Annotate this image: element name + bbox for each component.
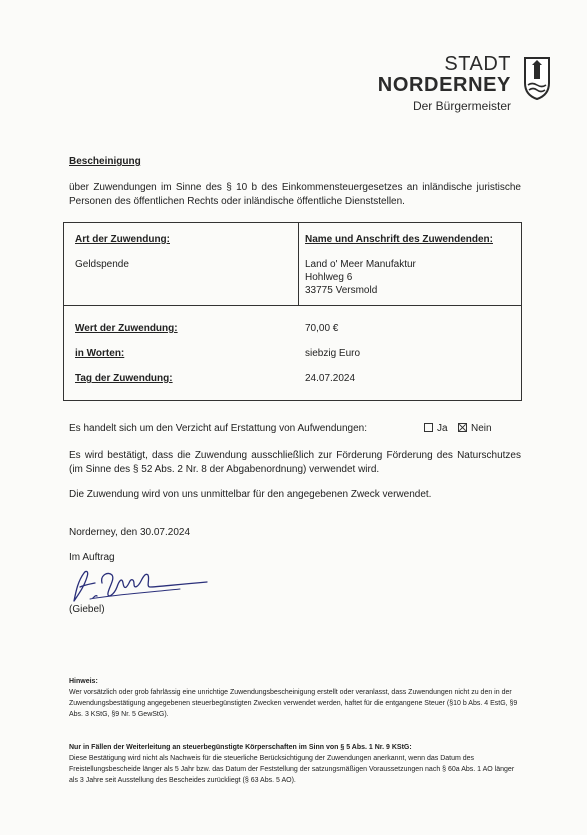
wert-value: 70,00 € (305, 323, 339, 334)
art-value: Geldspende (75, 259, 129, 270)
address-line-2: Hohlweg 6 (305, 272, 353, 283)
checkbox-nein-checked (458, 423, 467, 432)
option-nein (458, 423, 492, 434)
direct-use-paragraph: Die Zuwendung wird von uns unmittelbar für den angegebenen Zweck verwendet. (69, 489, 432, 500)
document-title: Bescheinigung (69, 156, 141, 167)
option-ja (424, 423, 448, 434)
hinweis-heading: Hinweis: (69, 678, 98, 685)
place-date: Norderney, den 30.07.2024 (69, 527, 191, 538)
wert-label: Wert der Zuwendung: (75, 323, 178, 334)
verzicht-text: Es handelt sich um den Verzicht auf Erstattung von Aufwendungen: (69, 423, 367, 434)
address-line-1: Land o' Meer Manufaktur (305, 259, 416, 270)
handwritten-signature (62, 565, 212, 607)
letterhead-city: NORDERNEY (377, 74, 511, 96)
letterhead-subtitle: Der Bürgermeister (412, 99, 511, 113)
worten-value: siebzig Euro (305, 348, 361, 359)
tag-label: Tag der Zuwendung: (75, 373, 173, 384)
hinweis-block (69, 676, 519, 720)
weiterleitung-text: Diese Bestätigung wird nicht als Nachweis für die steuerliche Berücksichtigung der Zuwendungen anerkannt, wenn das Datum des Freistellungsbescheide länger als 5 Jahr bzw. das Datum der Feststellung der satzungsmäßigen Voraussetzungen nach § 60a Abs. 1 AO länger als 3 Jahre seit Ausstellung des Bescheides zurückliegt (§ 63 Abs. 5 AO). (69, 755, 515, 784)
option-nein-label: Nein (471, 423, 492, 434)
checkbox-ja (424, 423, 433, 432)
tag-value: 24.07.2024 (305, 373, 356, 384)
norderney-crest-icon (522, 55, 552, 101)
signer-name: (Giebel) (69, 604, 105, 615)
weiterleitung-block (69, 742, 519, 786)
letterhead-stadt: STADT (444, 53, 511, 75)
hinweis-text: Wer vorsätzlich oder grob fahrlässig eine unrichtige Zuwendungsbescheinigung erstellt oder veranlasst, dass Zuwendungen nicht zu den in der Zuwendungsbestätigung angegebenen steuerbegünstigten Zwecken verwendet werden, haftet für die entgangene Steuer (§10 b Abs. 4 EstG, §9 Abs. 3 KStG, §9 Nr. 5 GewStG). (69, 689, 518, 718)
address-line-3: 33775 Versmold (305, 285, 378, 296)
art-label: Art der Zuwendung: (75, 234, 170, 245)
im-auftrag: Im Auftrag (69, 552, 115, 563)
option-ja-label: Ja (437, 423, 448, 434)
donation-table (63, 222, 522, 401)
name-label: Name und Anschrift des Zuwendenden: (305, 234, 493, 245)
intro-text: über Zuwendungen im Sinne des § 10 b des Einkommensteuergesetzes an inländische juristische Personen des öffentlichen Rechts oder inländische öffentliche Dienststellen. (69, 182, 521, 207)
purpose-paragraph: Es wird bestätigt, dass die Zuwendung ausschließlich zur Förderung Förderung des Naturschutzes (im Sinne des § 52 Abs. 2 Nr. 8 der Abgabenordnung) verwendet wird. (69, 450, 521, 475)
worten-label: in Worten: (75, 348, 125, 359)
weiterleitung-heading: Nur in Fällen der Weiterleitung an steuerbegünstigte Körperschaften im Sinn von § 5 Abs. 1 Nr. 9 KStG: (69, 744, 412, 751)
